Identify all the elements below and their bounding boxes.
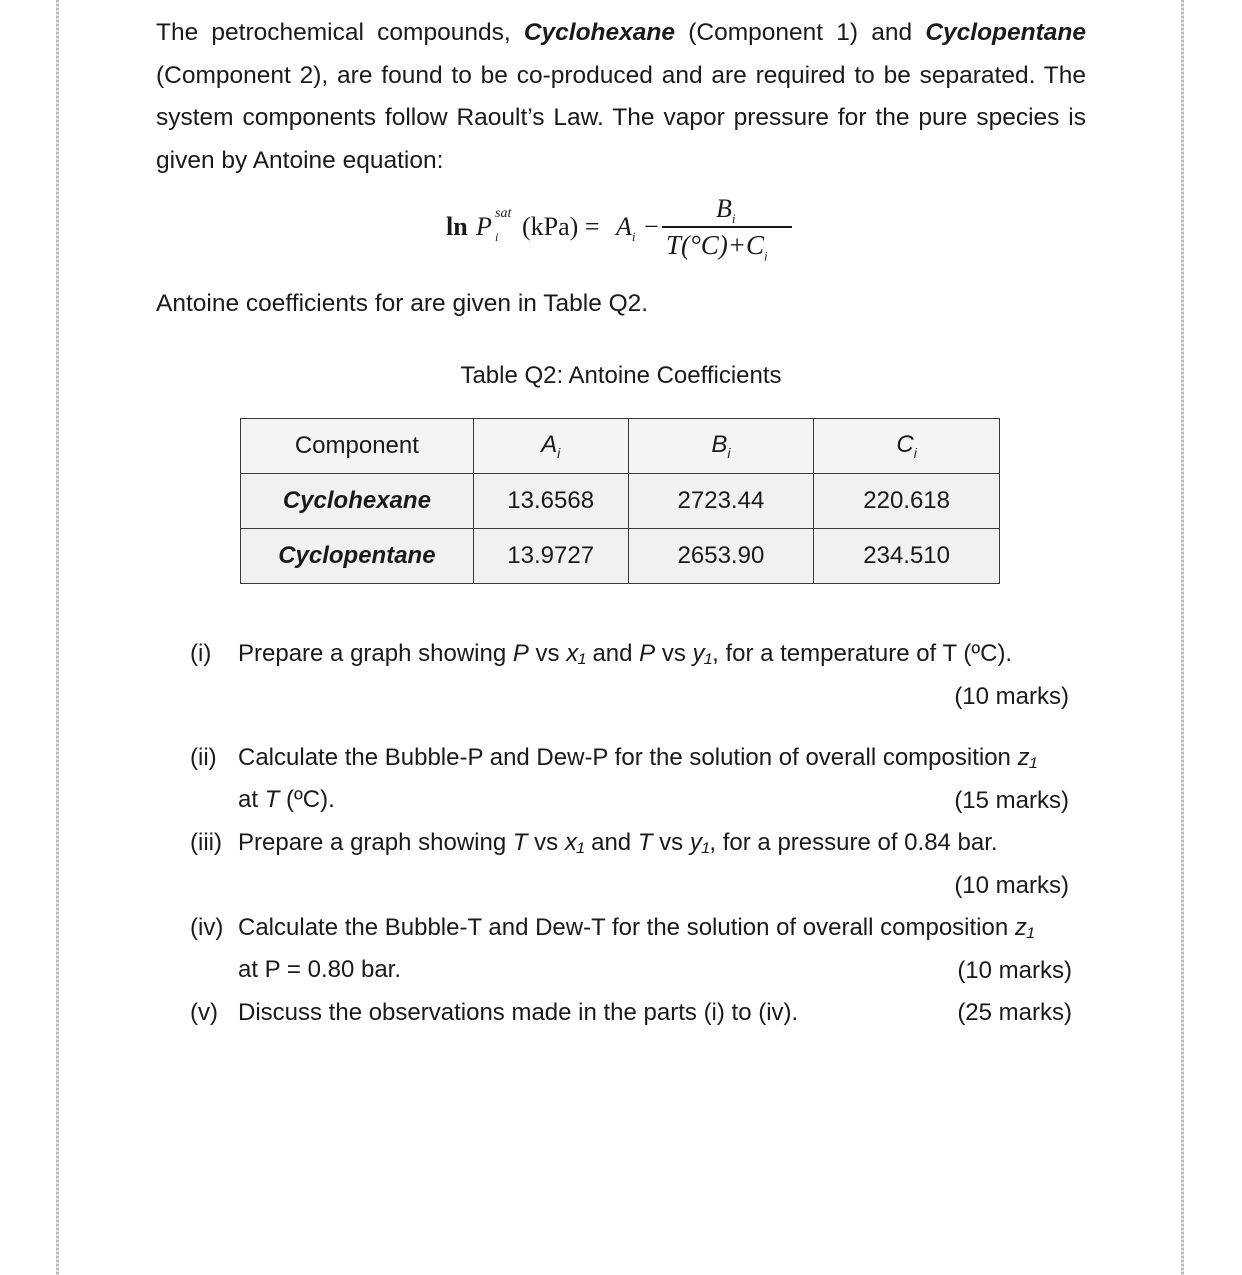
q-var-p: P bbox=[639, 640, 656, 667]
row-b-value: 2653.90 bbox=[628, 529, 814, 584]
question-text bbox=[238, 744, 1037, 772]
antoine-line: Antoine coefficients for are given in Table Q2. bbox=[156, 290, 649, 317]
table-caption: Table Q2: Antoine Coefficients bbox=[460, 362, 782, 389]
question-number: (iii) bbox=[190, 829, 222, 856]
eq-fraction-bar bbox=[662, 226, 792, 228]
eq-denominator bbox=[666, 230, 768, 264]
intro-text-2: (Component 1) and bbox=[675, 19, 926, 46]
question-ii bbox=[190, 744, 1072, 824]
eq-b-letter: B bbox=[716, 194, 732, 223]
question-text bbox=[238, 914, 1034, 942]
table-row bbox=[241, 474, 1000, 529]
question-number: (v) bbox=[190, 999, 218, 1026]
header-c-letter: C bbox=[896, 431, 914, 459]
row-c-value: 234.510 bbox=[814, 529, 1000, 584]
eq-i-subscript: i bbox=[495, 230, 499, 244]
row-b-value: 2723.44 bbox=[628, 474, 814, 529]
page-right-edge bbox=[1181, 0, 1184, 1275]
question-text: Discuss the observations made in the parts (i) to (iv). bbox=[238, 999, 799, 1026]
q-text: Calculate the Bubble-T and Dew-T for the solution of overall composition bbox=[238, 914, 1015, 941]
q-var-x1: x₁ bbox=[566, 640, 586, 667]
eq-b-subscript: i bbox=[731, 211, 736, 227]
row-c-value: 220.618 bbox=[814, 474, 1000, 529]
question-iii bbox=[190, 829, 1072, 909]
q-var-t: T bbox=[264, 786, 280, 813]
q-text: vs bbox=[652, 829, 690, 856]
question-text bbox=[238, 829, 998, 857]
q-text: , for a temperature of T (ºC). bbox=[712, 640, 1013, 667]
table-row bbox=[241, 529, 1000, 584]
question-marks: (10 marks) bbox=[954, 872, 1069, 899]
q-var-x1: x₁ bbox=[564, 829, 585, 856]
eq-ln: ln bbox=[446, 212, 468, 241]
question-continuation: at P = 0.80 bar. bbox=[238, 956, 402, 983]
header-b-letter: B bbox=[711, 431, 728, 459]
q-var-z1: z₁ bbox=[1017, 744, 1038, 771]
q-text: and bbox=[584, 829, 638, 856]
eq-p: P bbox=[476, 212, 492, 241]
question-number: (i) bbox=[190, 640, 212, 667]
header-a-subscript: i bbox=[557, 444, 561, 461]
eq-sat-superscript: sat bbox=[495, 206, 512, 221]
header-a-letter: A bbox=[541, 431, 558, 459]
compound-cyclopentane: Cyclopentane bbox=[925, 19, 1086, 46]
eq-a-subscript: i bbox=[631, 229, 636, 245]
q-text: vs bbox=[655, 640, 693, 667]
q-text: Prepare a graph showing bbox=[238, 829, 513, 856]
eq-denominator-text: T(°C)+C bbox=[666, 230, 765, 260]
q-text: , for a pressure of 0.84 bar. bbox=[709, 829, 998, 856]
page-left-edge bbox=[56, 0, 59, 1275]
question-marks: (25 marks) bbox=[957, 999, 1072, 1026]
question-number: (ii) bbox=[190, 744, 217, 771]
antoine-table bbox=[240, 418, 1000, 584]
q-var-z1: z₁ bbox=[1014, 914, 1035, 941]
compound-cyclohexane: Cyclohexane bbox=[523, 19, 675, 46]
q-text: Prepare a graph showing bbox=[238, 640, 513, 667]
q-var-t: T bbox=[637, 829, 653, 856]
header-c bbox=[814, 419, 1000, 474]
question-marks: (10 marks) bbox=[954, 683, 1069, 710]
q-text: vs bbox=[528, 640, 567, 667]
q-var-y1: y₁ bbox=[689, 829, 710, 856]
question-marks: (10 marks) bbox=[957, 957, 1072, 984]
q-var-p: P bbox=[512, 640, 529, 667]
intro-text-3: (Component 2), are found to be co-produced and are required to be separated. The system components follow Raoult’s Law. The vapor pressure for the pure species is given by Antoine equation: bbox=[156, 61, 1086, 174]
question-i bbox=[190, 640, 1072, 720]
question-iv bbox=[190, 914, 1072, 994]
intro-text-1: The petrochemical compounds, bbox=[156, 19, 524, 46]
eq-c-subscript: i bbox=[764, 248, 768, 264]
header-b bbox=[628, 419, 814, 474]
header-b-subscript: i bbox=[727, 444, 731, 461]
row-a-value: 13.9727 bbox=[473, 529, 628, 584]
question-v bbox=[190, 999, 1072, 1039]
eq-numerator bbox=[716, 194, 736, 227]
header-a bbox=[473, 419, 628, 474]
eq-minus: − bbox=[644, 212, 659, 241]
intro-paragraph bbox=[156, 12, 1086, 182]
q-text: vs bbox=[527, 829, 565, 856]
q-text: at bbox=[238, 786, 265, 813]
question-marks: (15 marks) bbox=[954, 787, 1069, 814]
table-header-row bbox=[241, 419, 1000, 474]
row-component: Cyclohexane bbox=[241, 474, 474, 529]
question-number: (iv) bbox=[190, 914, 224, 941]
q-text: and bbox=[585, 640, 640, 667]
eq-a-letter: A bbox=[616, 212, 632, 241]
q-var-t: T bbox=[512, 829, 528, 856]
question-text bbox=[238, 640, 1012, 668]
row-component: Cyclopentane bbox=[241, 529, 474, 584]
question-continuation bbox=[238, 786, 335, 814]
header-component: Component bbox=[241, 419, 474, 474]
eq-kpa: (kPa) = bbox=[522, 212, 600, 241]
row-a-value: 13.6568 bbox=[473, 474, 628, 529]
antoine-equation bbox=[446, 190, 806, 280]
header-c-subscript: i bbox=[913, 444, 917, 461]
q-text: Calculate the Bubble-P and Dew-P for the solution of overall composition bbox=[238, 744, 1018, 771]
eq-a bbox=[616, 212, 636, 245]
q-var-y1: y₁ bbox=[692, 640, 713, 667]
q-text: (ºC). bbox=[279, 786, 335, 813]
